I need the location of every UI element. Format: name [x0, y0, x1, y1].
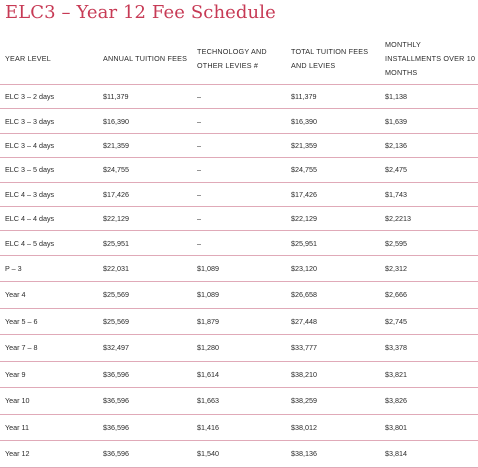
year-level-cell: ELC 3 – 4 days [0, 133, 98, 157]
annual-tuition-cell: $11,379 [98, 85, 192, 109]
monthly-installment-cell: $2,2213 [380, 206, 478, 230]
total-fees-cell: $17,426 [286, 182, 380, 206]
table-row [0, 206, 478, 230]
total-fees-cell: $23,120 [286, 255, 380, 282]
monthly-installment-cell: $3,826 [380, 388, 478, 415]
page-title: ELC3 – Year 12 Fee Schedule [5, 2, 276, 23]
monthly-installment-cell: $2,595 [380, 231, 478, 255]
year-level-cell: ELC 4 – 5 days [0, 231, 98, 255]
table-row [0, 231, 478, 255]
table-row [0, 158, 478, 182]
year-level-cell: ELC 3 – 2 days [0, 85, 98, 109]
technology-levies-cell: – [192, 182, 286, 206]
year-level-cell: ELC 4 – 3 days [0, 182, 98, 206]
monthly-installment-cell: $1,743 [380, 182, 478, 206]
year-level-cell: Year 7 – 8 [0, 335, 98, 362]
monthly-installment-cell: $2,136 [380, 133, 478, 157]
annual-tuition-cell: $36,596 [98, 388, 192, 415]
monthly-installment-cell: $1,639 [380, 109, 478, 133]
annual-tuition-cell: $36,596 [98, 414, 192, 441]
monthly-installment-cell: $2,312 [380, 255, 478, 282]
table-row [0, 109, 478, 133]
technology-levies-cell: – [192, 133, 286, 157]
technology-levies-cell: – [192, 231, 286, 255]
table-row [0, 182, 478, 206]
header-total-tuition-fees: TOTAL TUITION FEES AND LEVIES [286, 33, 380, 85]
total-fees-cell: $33,777 [286, 335, 380, 362]
technology-levies-cell: $1,280 [192, 335, 286, 362]
header-annual-tuition-fees: ANNUAL TUITION FEES [98, 33, 192, 85]
table-row [0, 282, 478, 309]
year-level-cell: Year 9 [0, 361, 98, 388]
total-fees-cell: $27,448 [286, 308, 380, 335]
annual-tuition-cell: $22,129 [98, 206, 192, 230]
monthly-installment-cell: $3,814 [380, 441, 478, 468]
table-row [0, 335, 478, 362]
annual-tuition-cell: $17,426 [98, 182, 192, 206]
annual-tuition-cell: $21,359 [98, 133, 192, 157]
table-row [0, 308, 478, 335]
table-row [0, 361, 478, 388]
technology-levies-cell: $1,663 [192, 388, 286, 415]
annual-tuition-cell: $25,951 [98, 231, 192, 255]
total-fees-cell: $38,012 [286, 414, 380, 441]
table-row [0, 388, 478, 415]
monthly-installment-cell: $3,801 [380, 414, 478, 441]
technology-levies-cell: – [192, 85, 286, 109]
table-row [0, 255, 478, 282]
annual-tuition-cell: $16,390 [98, 109, 192, 133]
total-fees-cell: $21,359 [286, 133, 380, 157]
year-level-cell: P – 3 [0, 255, 98, 282]
annual-tuition-cell: $36,596 [98, 441, 192, 468]
header-monthly-installments: MONTHLY INSTALLMENTS OVER 10 MONTHS [380, 33, 478, 85]
monthly-installment-cell: $1,138 [380, 85, 478, 109]
total-fees-cell: $11,379 [286, 85, 380, 109]
technology-levies-cell: – [192, 206, 286, 230]
technology-levies-cell: – [192, 158, 286, 182]
table-row [0, 414, 478, 441]
table-body [0, 85, 478, 468]
fee-schedule-table [0, 33, 478, 468]
total-fees-cell: $38,210 [286, 361, 380, 388]
annual-tuition-cell: $25,569 [98, 282, 192, 309]
monthly-installment-cell: $3,378 [380, 335, 478, 362]
monthly-installment-cell: $2,475 [380, 158, 478, 182]
header-technology-levies: TECHNOLOGY AND OTHER LEVIES # [192, 33, 286, 85]
year-level-cell: Year 10 [0, 388, 98, 415]
table-header-row [0, 33, 478, 85]
annual-tuition-cell: $24,755 [98, 158, 192, 182]
year-level-cell: ELC 3 – 5 days [0, 158, 98, 182]
monthly-installment-cell: $2,745 [380, 308, 478, 335]
technology-levies-cell: $1,540 [192, 441, 286, 468]
monthly-installment-cell: $3,821 [380, 361, 478, 388]
technology-levies-cell: $1,614 [192, 361, 286, 388]
annual-tuition-cell: $36,596 [98, 361, 192, 388]
table-row [0, 85, 478, 109]
technology-levies-cell: – [192, 109, 286, 133]
year-level-cell: Year 11 [0, 414, 98, 441]
technology-levies-cell: $1,089 [192, 255, 286, 282]
monthly-installment-cell: $2,666 [380, 282, 478, 309]
table-row [0, 133, 478, 157]
technology-levies-cell: $1,416 [192, 414, 286, 441]
total-fees-cell: $25,951 [286, 231, 380, 255]
annual-tuition-cell: $32,497 [98, 335, 192, 362]
year-level-cell: ELC 4 – 4 days [0, 206, 98, 230]
total-fees-cell: $24,755 [286, 158, 380, 182]
technology-levies-cell: $1,089 [192, 282, 286, 309]
year-level-cell: Year 12 [0, 441, 98, 468]
year-level-cell: ELC 3 – 3 days [0, 109, 98, 133]
total-fees-cell: $38,259 [286, 388, 380, 415]
year-level-cell: Year 4 [0, 282, 98, 309]
total-fees-cell: $22,129 [286, 206, 380, 230]
total-fees-cell: $38,136 [286, 441, 380, 468]
table-row [0, 441, 478, 468]
total-fees-cell: $16,390 [286, 109, 380, 133]
annual-tuition-cell: $25,569 [98, 308, 192, 335]
technology-levies-cell: $1,879 [192, 308, 286, 335]
header-year-level: YEAR LEVEL [0, 33, 98, 85]
total-fees-cell: $26,658 [286, 282, 380, 309]
year-level-cell: Year 5 – 6 [0, 308, 98, 335]
annual-tuition-cell: $22,031 [98, 255, 192, 282]
